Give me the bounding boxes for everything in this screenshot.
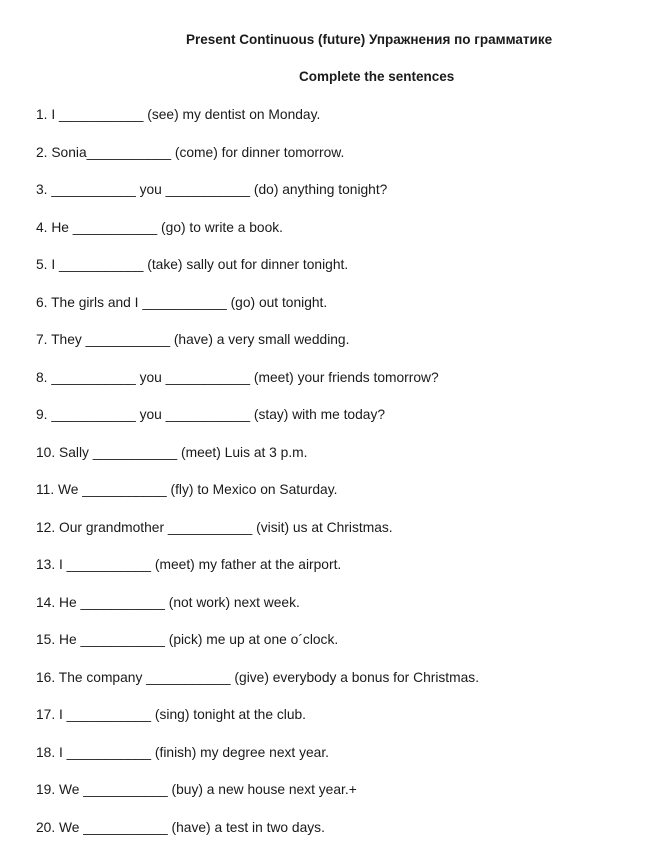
exercise-item: 14. He ___________ (not work) next week.: [36, 594, 479, 632]
exercise-item: 11. We ___________ (fly) to Mexico on Saturday.: [36, 481, 479, 519]
exercise-item: 1. I ___________ (see) my dentist on Monday.: [36, 106, 479, 144]
exercise-item: 16. The company ___________ (give) everybody a bonus for Christmas.: [36, 669, 479, 707]
exercise-item: 19. We ___________ (buy) a new house next year.+: [36, 781, 479, 819]
page-title: Present Continuous (future) Упражнения по грамматике: [186, 32, 552, 47]
exercise-item: 10. Sally ___________ (meet) Luis at 3 p.m.: [36, 444, 479, 482]
exercise-item: 20. We ___________ (have) a test in two days.: [36, 819, 479, 856]
exercise-item: 17. I ___________ (sing) tonight at the club.: [36, 706, 479, 744]
exercise-list: [36, 106, 479, 856]
exercise-item: 4. He ___________ (go) to write a book.: [36, 219, 479, 257]
exercise-item: 3. ___________ you ___________ (do) anything tonight?: [36, 181, 479, 219]
exercise-item: 2. Sonia___________ (come) for dinner tomorrow.: [36, 144, 479, 182]
exercise-item: 13. I ___________ (meet) my father at the airport.: [36, 556, 479, 594]
exercise-item: 12. Our grandmother ___________ (visit) us at Christmas.: [36, 519, 479, 557]
exercise-item: 7. They ___________ (have) a very small wedding.: [36, 331, 479, 369]
exercise-item: 18. I ___________ (finish) my degree next year.: [36, 744, 479, 782]
exercise-item: 15. He ___________ (pick) me up at one o´clock.: [36, 631, 479, 669]
page-subtitle: Complete the sentences: [299, 69, 454, 84]
exercise-item: 5. I ___________ (take) sally out for dinner tonight.: [36, 256, 479, 294]
exercise-item: 6. The girls and I ___________ (go) out tonight.: [36, 294, 479, 332]
exercise-item: 8. ___________ you ___________ (meet) your friends tomorrow?: [36, 369, 479, 407]
exercise-item: 9. ___________ you ___________ (stay) with me today?: [36, 406, 479, 444]
